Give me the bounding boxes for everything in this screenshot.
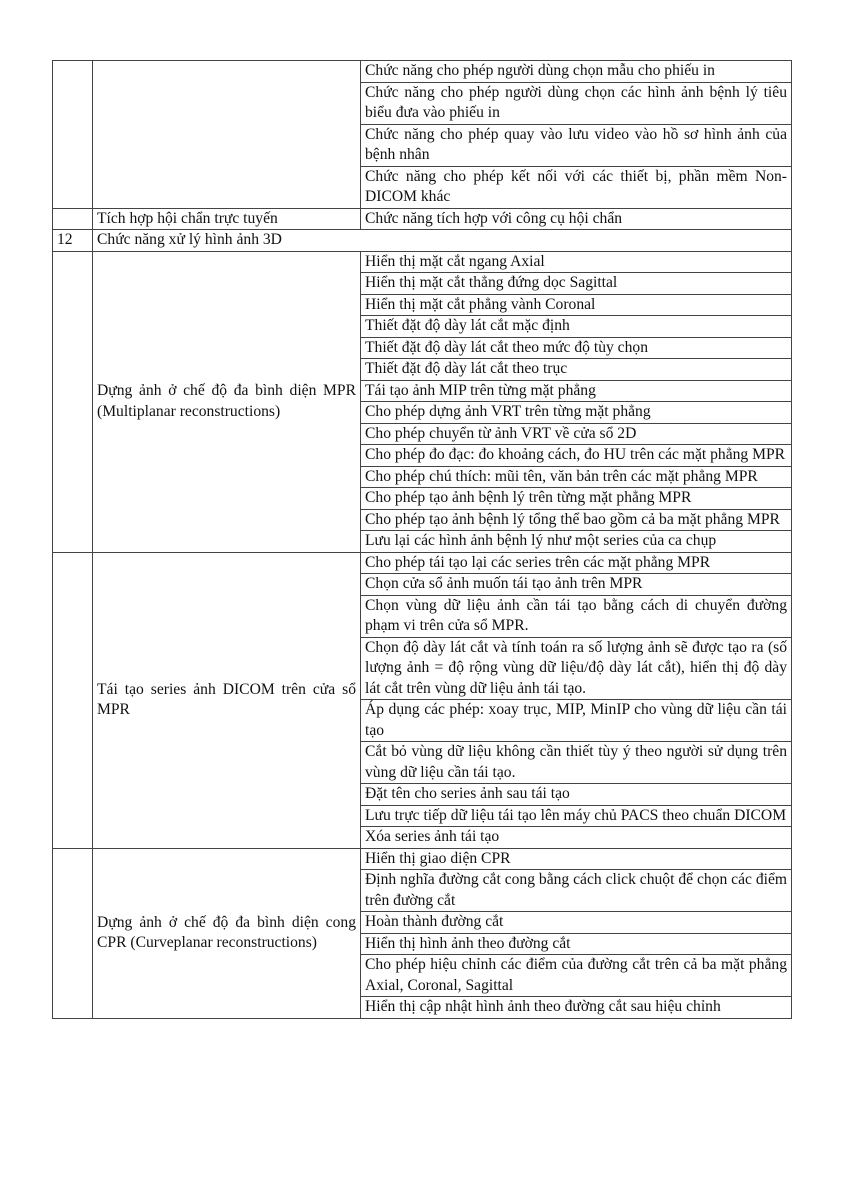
detail-cell: Thiết đặt độ dày lát cắt mặc định	[361, 316, 792, 338]
detail-cell: Chức năng cho phép người dùng chọn mẫu cho phiếu in	[361, 61, 792, 83]
detail-cell: Cho phép tái tạo lại các series trên các mặt phẳng MPR	[361, 552, 792, 574]
detail-cell: Hiển thị mặt cắt phẳng vành Coronal	[361, 294, 792, 316]
detail-cell: Cho phép dựng ảnh VRT trên từng mặt phẳng	[361, 402, 792, 424]
no-cell	[53, 208, 93, 230]
detail-cell: Cho phép chú thích: mũi tên, văn bản trên các mặt phẳng MPR	[361, 466, 792, 488]
detail-cell: Hiển thị mặt cắt thẳng đứng dọc Sagittal	[361, 273, 792, 295]
detail-cell: Chức năng cho phép người dùng chọn các hình ảnh bệnh lý tiêu biểu đưa vào phiếu in	[361, 82, 792, 124]
table-row	[53, 61, 792, 83]
detail-cell: Hiển thị hình ảnh theo đường cắt	[361, 933, 792, 955]
detail-cell: Chọn độ dày lát cắt và tính toán ra số lượng ảnh sẽ được tạo ra (số lượng ảnh = độ rộng vùng dữ liệu/độ dày lát cắt), hiển thị độ dày lát cắt trên vùng dữ liệu ảnh tái tạo.	[361, 637, 792, 700]
detail-cell: Cho phép đo đạc: đo khoảng cách, đo HU trên các mặt phẳng MPR	[361, 445, 792, 467]
no-cell	[53, 848, 93, 1018]
detail-cell: Lưu trực tiếp dữ liệu tái tạo lên máy chủ PACS theo chuẩn DICOM	[361, 805, 792, 827]
detail-cell: Định nghĩa đường cắt cong bằng cách click chuột để chọn các điểm trên đường cắt	[361, 870, 792, 912]
feature-cell-cpr: Dựng ảnh ở chế độ đa bình diện cong CPR (Curveplanar reconstructions)	[93, 848, 361, 1018]
detail-cell: Chức năng cho phép kết nối với các thiết bị, phần mềm Non-DICOM khác	[361, 166, 792, 208]
detail-cell: Đặt tên cho series ảnh sau tái tạo	[361, 784, 792, 806]
section-row	[53, 230, 792, 252]
section-title: Chức năng xử lý hình ảnh 3D	[93, 230, 792, 252]
feature-cell: Tích hợp hội chẩn trực tuyến	[93, 208, 361, 230]
no-cell	[53, 61, 93, 209]
detail-cell: Hiển thị cập nhật hình ảnh theo đường cắt sau hiệu chỉnh	[361, 997, 792, 1019]
detail-cell: Lưu lại các hình ảnh bệnh lý như một series của ca chụp	[361, 531, 792, 553]
detail-cell: Cắt bỏ vùng dữ liệu không cần thiết tùy ý theo người sử dụng trên vùng dữ liệu cần tái tạo.	[361, 742, 792, 784]
detail-cell: Cho phép tạo ảnh bệnh lý trên từng mặt phẳng MPR	[361, 488, 792, 510]
detail-cell: Thiết đặt độ dày lát cắt theo mức độ tùy chọn	[361, 337, 792, 359]
table-row	[53, 251, 792, 273]
detail-cell: Chức năng cho phép quay vào lưu video vào hồ sơ hình ảnh của bệnh nhân	[361, 124, 792, 166]
detail-cell: Cho phép chuyển từ ảnh VRT về cửa sổ 2D	[361, 423, 792, 445]
table-row	[53, 208, 792, 230]
detail-cell: Cho phép hiệu chỉnh các điểm của đường cắt trên cả ba mặt phẳng Axial, Coronal, Sagittal	[361, 955, 792, 997]
detail-cell: Chọn cửa sổ ảnh muốn tái tạo ảnh trên MPR	[361, 574, 792, 596]
detail-cell: Hiển thị mặt cắt ngang Axial	[361, 251, 792, 273]
detail-cell: Xóa series ảnh tái tạo	[361, 827, 792, 849]
table-row	[53, 552, 792, 574]
spec-table	[52, 60, 792, 1019]
detail-cell: Chức năng tích hợp với công cụ hội chẩn	[361, 208, 792, 230]
no-cell	[53, 552, 93, 848]
feature-cell	[93, 61, 361, 209]
detail-cell: Cho phép tạo ảnh bệnh lý tổng thể bao gồm cả ba mặt phẳng MPR	[361, 509, 792, 531]
no-cell	[53, 251, 93, 552]
detail-cell: Tái tạo ảnh MIP trên từng mặt phẳng	[361, 380, 792, 402]
document-page	[52, 60, 791, 1019]
detail-cell: Áp dụng các phép: xoay trục, MIP, MinIP cho vùng dữ liệu cần tái tạo	[361, 700, 792, 742]
table-row	[53, 848, 792, 870]
feature-cell-dicom: Tái tạo series ảnh DICOM trên cửa sổ MPR	[93, 552, 361, 848]
detail-cell: Hoàn thành đường cắt	[361, 912, 792, 934]
feature-cell-mpr: Dựng ảnh ở chế độ đa bình diện MPR (Multiplanar reconstructions)	[93, 251, 361, 552]
section-number: 12	[53, 230, 93, 252]
detail-cell: Chọn vùng dữ liệu ảnh cần tái tạo bằng cách di chuyển đường phạm vi trên cửa sổ MPR.	[361, 595, 792, 637]
detail-cell: Hiển thị giao diện CPR	[361, 848, 792, 870]
detail-cell: Thiết đặt độ dày lát cắt theo trục	[361, 359, 792, 381]
